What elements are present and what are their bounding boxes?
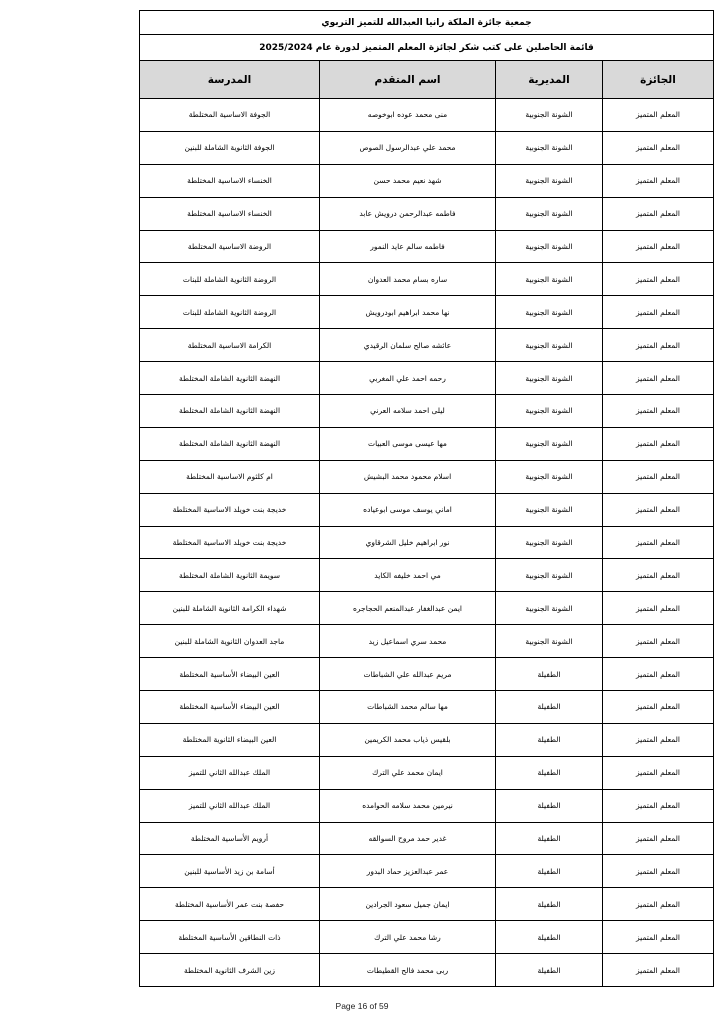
cell-applicant-name: مريم عبدالله علي الشباطات <box>320 658 496 691</box>
cell-school: أسامة بن زيد الأساسية للبنين <box>140 855 320 888</box>
table-row <box>140 691 714 724</box>
cell-school: ذات النطاقين الأساسية المختلطة <box>140 921 320 954</box>
cell-school: العين البيضاء الأساسية المختلطة <box>140 658 320 691</box>
document-sheet <box>139 10 713 987</box>
document-subtitle: قائمة الحاصلين على كتب شكر لجائزة المعلم المتميز لدورة عام 2025/2024 <box>140 35 714 61</box>
cell-applicant-name: نور ابراهيم خليل الشرقاوي <box>320 526 496 559</box>
cell-school: الجوفة الثانوية الشاملة للبنين <box>140 131 320 164</box>
cell-award: المعلم المتميز <box>603 592 714 625</box>
cell-applicant-name: ساره بسام محمد العدوان <box>320 263 496 296</box>
cell-applicant-name: رشا محمد علي الترك <box>320 921 496 954</box>
table-row <box>140 658 714 691</box>
cell-school: سويمة الثانوية الشاملة المختلطة <box>140 559 320 592</box>
awards-table <box>139 10 714 987</box>
cell-school: زين الشرف الثانوية المختلطة <box>140 954 320 987</box>
cell-award: المعلم المتميز <box>603 329 714 362</box>
cell-applicant-name: مي احمد خليفه الكايد <box>320 559 496 592</box>
table-row <box>140 625 714 658</box>
cell-directorate: الطفيلة <box>496 921 603 954</box>
cell-school: العين البيضاء الثانوية المختلطة <box>140 723 320 756</box>
cell-directorate: الشونة الجنوبية <box>496 362 603 395</box>
cell-school: العين البيضاء الأساسية المختلطة <box>140 691 320 724</box>
cell-directorate: الطفيلة <box>496 691 603 724</box>
table-row <box>140 329 714 362</box>
subtitle-row <box>140 35 714 61</box>
cell-applicant-name: اماني يوسف موسى ابوعياده <box>320 493 496 526</box>
cell-school: الروضة الاساسية المختلطة <box>140 230 320 263</box>
column-header-award: الجائزة <box>603 61 714 99</box>
cell-award: المعلم المتميز <box>603 921 714 954</box>
cell-directorate: الطفيلة <box>496 658 603 691</box>
table-row <box>140 99 714 132</box>
table-row <box>140 395 714 428</box>
cell-applicant-name: ربى محمد فالح القطيطات <box>320 954 496 987</box>
cell-award: المعلم المتميز <box>603 855 714 888</box>
table-row <box>140 855 714 888</box>
table-row <box>140 131 714 164</box>
cell-directorate: الشونة الجنوبية <box>496 99 603 132</box>
cell-directorate: الشونة الجنوبية <box>496 263 603 296</box>
cell-award: المعلم المتميز <box>603 197 714 230</box>
table-row <box>140 888 714 921</box>
cell-directorate: الشونة الجنوبية <box>496 559 603 592</box>
cell-applicant-name: ايمان محمد علي الترك <box>320 756 496 789</box>
cell-applicant-name: رحمه احمد علي المغربي <box>320 362 496 395</box>
cell-award: المعلم المتميز <box>603 230 714 263</box>
cell-award: المعلم المتميز <box>603 888 714 921</box>
cell-school: الكرامة الاساسية المختلطة <box>140 329 320 362</box>
cell-award: المعلم المتميز <box>603 691 714 724</box>
cell-directorate: الشونة الجنوبية <box>496 592 603 625</box>
cell-award: المعلم المتميز <box>603 658 714 691</box>
cell-applicant-name: غدير حمد مروح السوالقه <box>320 822 496 855</box>
cell-award: المعلم المتميز <box>603 296 714 329</box>
cell-award: المعلم المتميز <box>603 756 714 789</box>
column-header-applicant-name: اسم المتقدم <box>320 61 496 99</box>
cell-award: المعلم المتميز <box>603 395 714 428</box>
table-body <box>140 99 714 987</box>
cell-award: المعلم المتميز <box>603 526 714 559</box>
cell-applicant-name: بلقيس ذياب محمد الكريمين <box>320 723 496 756</box>
cell-applicant-name: منى محمد عوده ابوخوصه <box>320 99 496 132</box>
cell-directorate: الشونة الجنوبية <box>496 296 603 329</box>
cell-directorate: الطفيلة <box>496 855 603 888</box>
cell-directorate: الطفيلة <box>496 756 603 789</box>
cell-directorate: الشونة الجنوبية <box>496 395 603 428</box>
table-row <box>140 362 714 395</box>
cell-directorate: الشونة الجنوبية <box>496 197 603 230</box>
cell-school: أرويم الأساسية المختلطة <box>140 822 320 855</box>
cell-school: ماجد العدوان الثانوية الشاملة للبنين <box>140 625 320 658</box>
table-row <box>140 164 714 197</box>
column-header-directorate: المديرية <box>496 61 603 99</box>
cell-school: الخنساء الاساسية المختلطة <box>140 164 320 197</box>
cell-directorate: الشونة الجنوبية <box>496 493 603 526</box>
cell-directorate: الطفيلة <box>496 954 603 987</box>
cell-directorate: الطفيلة <box>496 789 603 822</box>
cell-applicant-name: مها عيسى موسى العبيات <box>320 427 496 460</box>
cell-applicant-name: ايمان جميل سعود الجرادين <box>320 888 496 921</box>
table-row <box>140 263 714 296</box>
document-title: جمعية جائزة الملكة رانيا العبدالله للتميز التربوي <box>140 11 714 35</box>
cell-school: خديجة بنت خويلد الاساسية المختلطة <box>140 493 320 526</box>
cell-award: المعلم المتميز <box>603 789 714 822</box>
cell-school: النهضة الثانوية الشاملة المختلطة <box>140 427 320 460</box>
table-row <box>140 197 714 230</box>
cell-award: المعلم المتميز <box>603 131 714 164</box>
cell-applicant-name: محمد علي عبدالرسول الصوص <box>320 131 496 164</box>
cell-award: المعلم المتميز <box>603 164 714 197</box>
cell-applicant-name: شهد نعيم محمد حسن <box>320 164 496 197</box>
cell-applicant-name: ليلى احمد سلامه العرني <box>320 395 496 428</box>
cell-directorate: الشونة الجنوبية <box>496 230 603 263</box>
cell-applicant-name: عائشه صالح سلمان الرقيدي <box>320 329 496 362</box>
cell-award: المعلم المتميز <box>603 362 714 395</box>
cell-directorate: الشونة الجنوبية <box>496 427 603 460</box>
cell-directorate: الطفيلة <box>496 888 603 921</box>
cell-directorate: الشونة الجنوبية <box>496 625 603 658</box>
cell-school: النهضة الثانوية الشاملة المختلطة <box>140 395 320 428</box>
cell-directorate: الشونة الجنوبية <box>496 164 603 197</box>
cell-award: المعلم المتميز <box>603 954 714 987</box>
cell-school: الخنساء الاساسية المختلطة <box>140 197 320 230</box>
cell-applicant-name: فاطمه عبدالرحمن درويش عابد <box>320 197 496 230</box>
cell-applicant-name: نيرمين محمد سلامه الحوامده <box>320 789 496 822</box>
table-row <box>140 230 714 263</box>
cell-applicant-name: فاطمه سالم عايد النمور <box>320 230 496 263</box>
cell-school: حفصة بنت عمر الأساسية المختلطة <box>140 888 320 921</box>
cell-applicant-name: ايمن عبدالغفار عبدالمنعم الحجاجره <box>320 592 496 625</box>
table-row <box>140 723 714 756</box>
table-row <box>140 296 714 329</box>
title-row <box>140 11 714 35</box>
cell-school: الملك عبدالله الثاني للتميز <box>140 756 320 789</box>
cell-school: خديجة بنت خويلد الاساسية المختلطة <box>140 526 320 559</box>
cell-directorate: الشونة الجنوبية <box>496 460 603 493</box>
column-header-row <box>140 61 714 99</box>
cell-school: الجوفة الاساسية المختلطة <box>140 99 320 132</box>
table-row <box>140 954 714 987</box>
cell-award: المعلم المتميز <box>603 99 714 132</box>
cell-award: المعلم المتميز <box>603 263 714 296</box>
table-row <box>140 592 714 625</box>
cell-award: المعلم المتميز <box>603 723 714 756</box>
table-row <box>140 559 714 592</box>
cell-directorate: الشونة الجنوبية <box>496 131 603 164</box>
cell-award: المعلم المتميز <box>603 625 714 658</box>
table-row <box>140 921 714 954</box>
cell-applicant-name: مها سالم محمد الشباطات <box>320 691 496 724</box>
cell-directorate: الشونة الجنوبية <box>496 526 603 559</box>
cell-school: الملك عبدالله الثاني للتميز <box>140 789 320 822</box>
cell-award: المعلم المتميز <box>603 822 714 855</box>
page-number: Page 16 of 59 <box>335 1001 389 1011</box>
table-row <box>140 789 714 822</box>
cell-award: المعلم المتميز <box>603 460 714 493</box>
cell-award: المعلم المتميز <box>603 493 714 526</box>
cell-directorate: الشونة الجنوبية <box>496 329 603 362</box>
cell-school: الروضة الثانوية الشاملة للبنات <box>140 263 320 296</box>
cell-school: النهضة الثانوية الشاملة المختلطة <box>140 362 320 395</box>
table-row <box>140 756 714 789</box>
table-row <box>140 460 714 493</box>
cell-applicant-name: عمر عبدالعزيز حماد البدور <box>320 855 496 888</box>
cell-applicant-name: محمد سري اسماعيل زيد <box>320 625 496 658</box>
table-row <box>140 822 714 855</box>
cell-award: المعلم المتميز <box>603 559 714 592</box>
column-header-school: المدرسة <box>140 61 320 99</box>
table-row <box>140 493 714 526</box>
cell-school: شهداء الكرامة الثانوية الشاملة للبنين <box>140 592 320 625</box>
cell-school: ام كلثوم الاساسية المختلطة <box>140 460 320 493</box>
cell-directorate: الطفيلة <box>496 723 603 756</box>
cell-directorate: الطفيلة <box>496 822 603 855</box>
cell-applicant-name: اسلام محمود محمد البشيش <box>320 460 496 493</box>
cell-applicant-name: نها محمد ابراهيم ابودرويش <box>320 296 496 329</box>
table-row <box>140 427 714 460</box>
cell-school: الروضة الثانوية الشاملة للبنات <box>140 296 320 329</box>
cell-award: المعلم المتميز <box>603 427 714 460</box>
table-row <box>140 526 714 559</box>
